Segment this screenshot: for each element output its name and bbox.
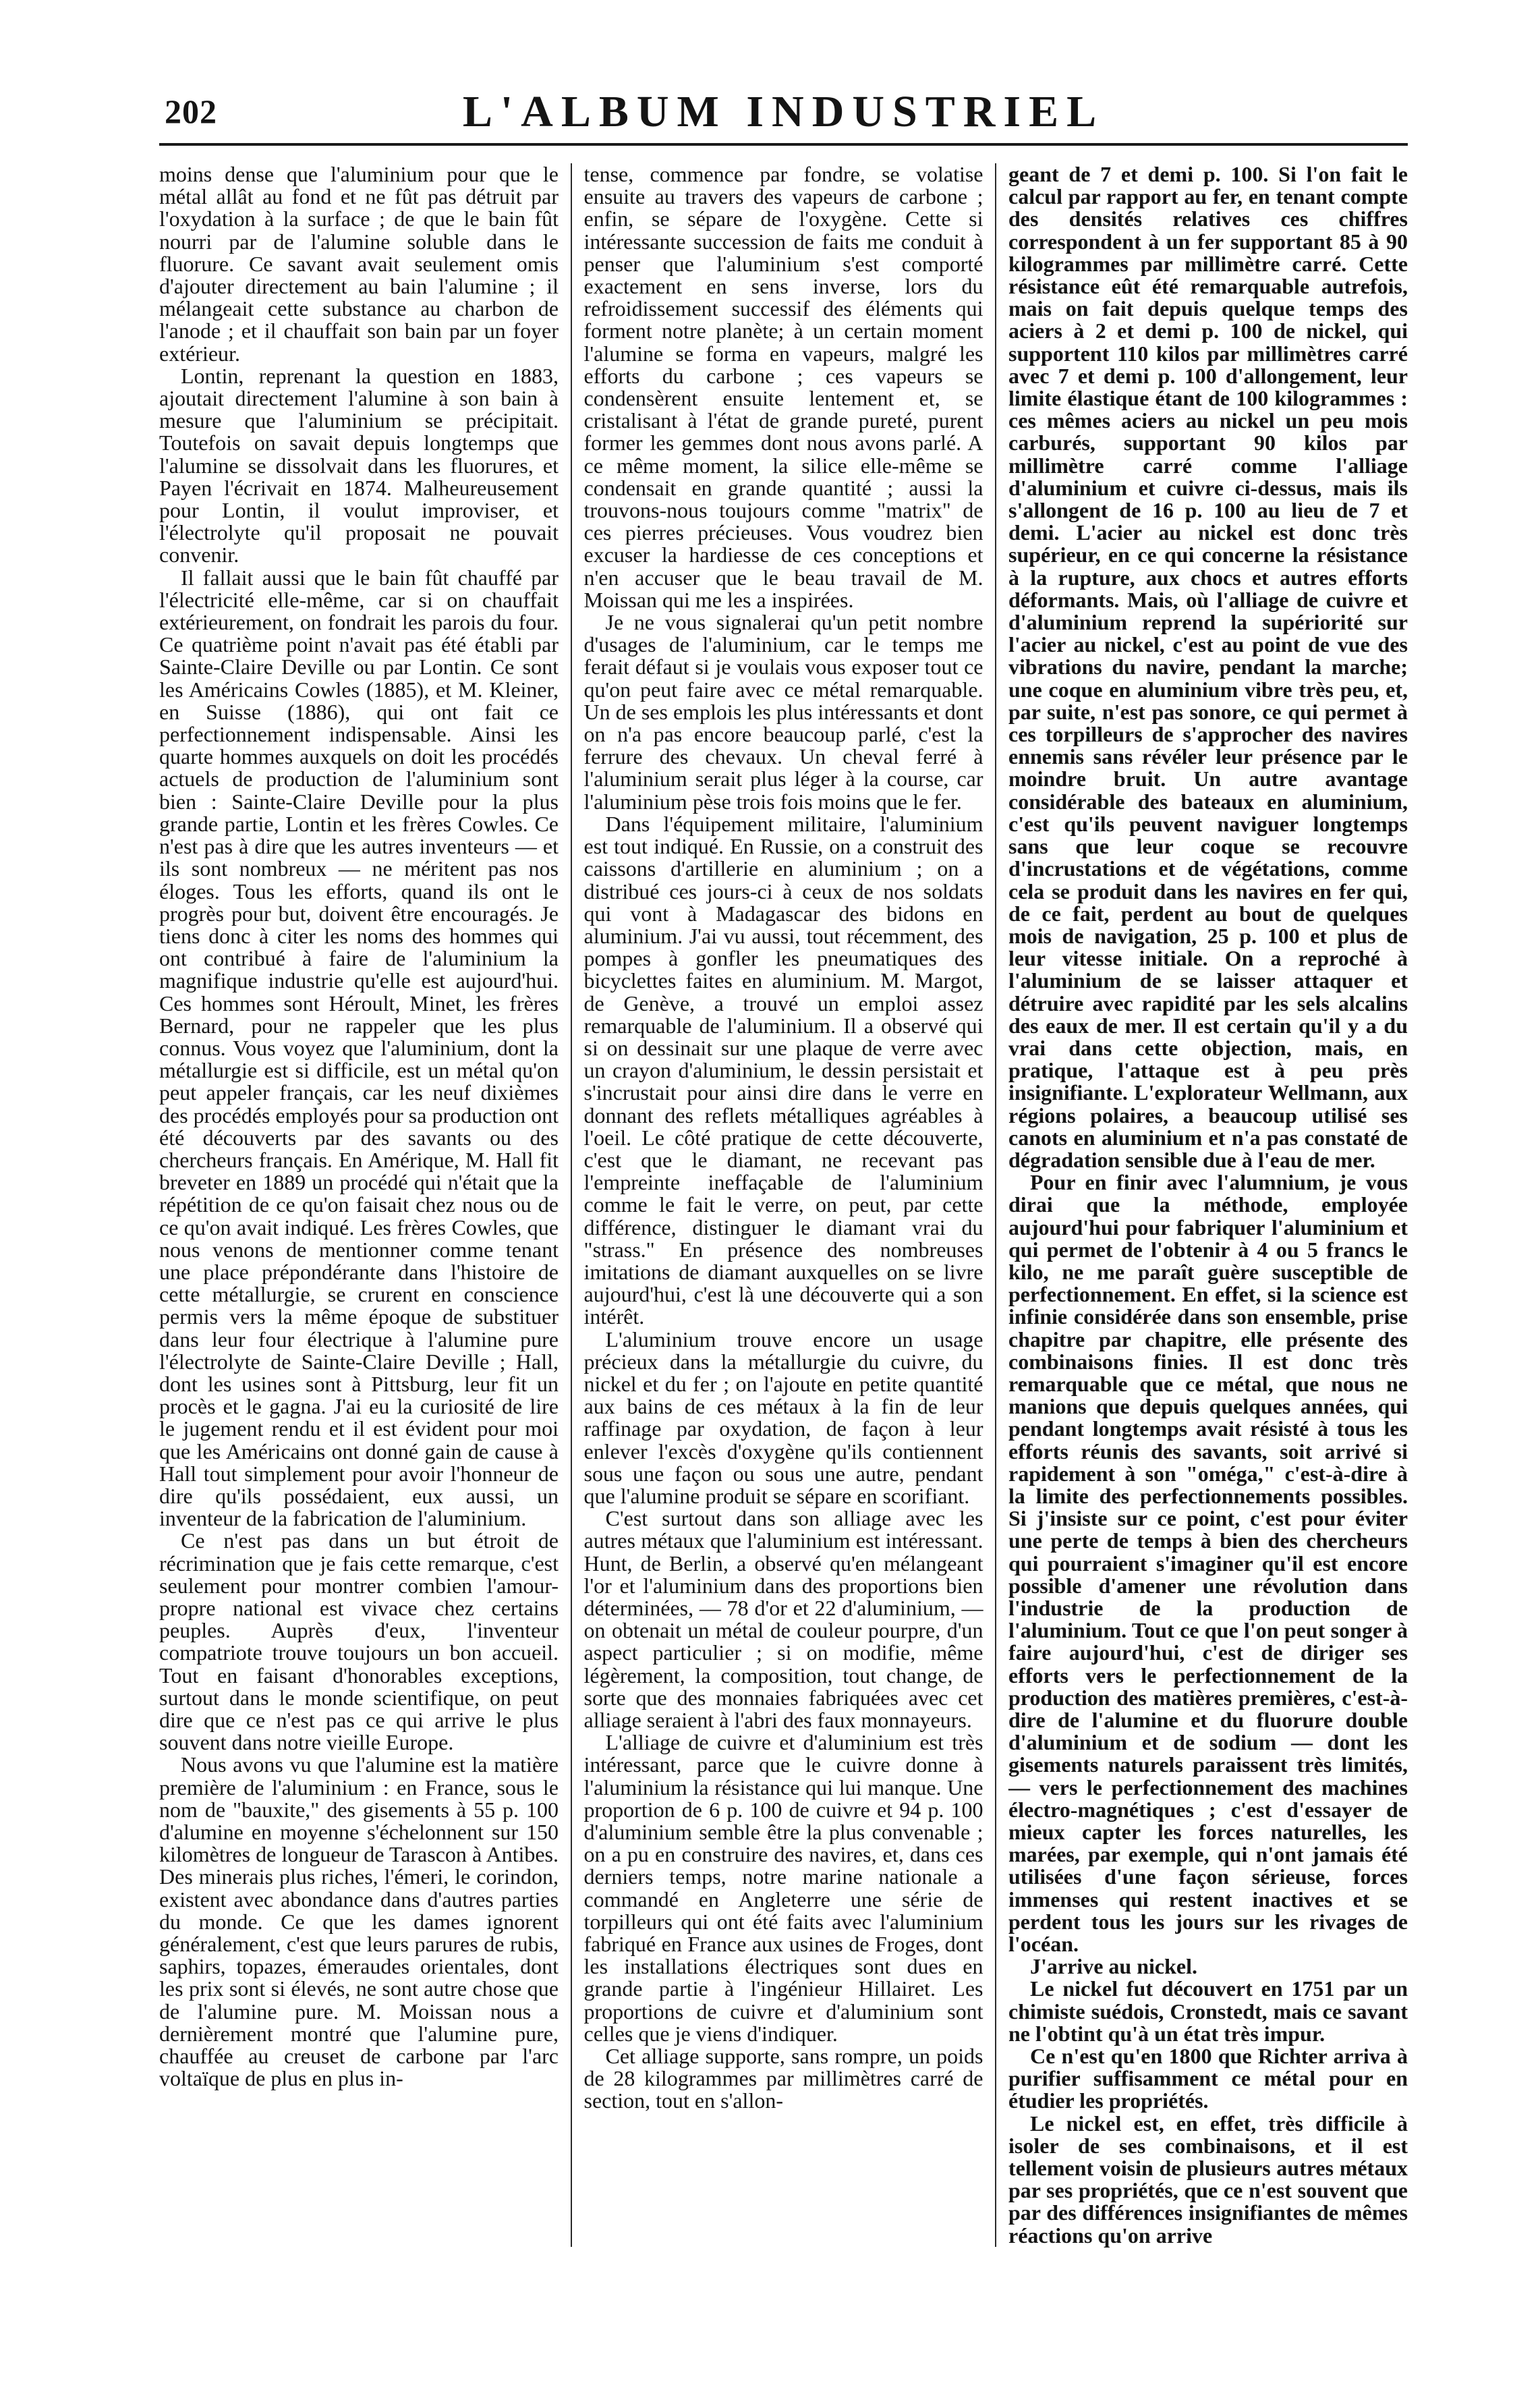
paragraph: Lontin, reprenant la question en 1883, ajoutait directement l'alumine à son bain à mesure que l'aluminium se précipitait. Toutefois on savait depuis longtemps que l'alumine se dissolvait dans les fluorures, et Payen l'écrivait en 1874. Malheureusement pour Lontin, il voulut improviser, et l'électrolyte qu'il proposait ne pouvait convenir. [159, 363, 559, 567]
paragraph: geant de 7 et demi p. 100. Si l'on fait le calcul par rapport au fer, en tenant compte des densités relatives ces chiffres correspondent à un fer supportant 85 à 90 kilogrammes par millimètre carré. Cette résistance eût été remarquable autrefois, mais on fait depuis quelque temps des aciers à 2 et demi p. 100 de nickel, qui supportent 110 kilos par millimètres carré avec 7 et demi p. 100 d'allongement, leur limite élastique étant de 100 kilogrammes : ces mêmes aciers au nickel un peu mois carburés, supportant 90 kilos par millimètre carré comme l'alliage d'aluminium et cuivre ci-dessus, mais ils s'allongent de 16 p. 100 au lieu de 7 et demi. L'acier au nickel est donc très supérieur, en ce qui concerne la résistance à la rupture, aux chocs et autres efforts déformants. Mais, où l'alliage de cuivre et d'aluminium reprend la supériorité sur l'acier au nickel, c'est au point de vue des vibrations du navire, pendant la marche; une coque en aluminium vibre très peu, et, par suite, n'est pas sonore, ce qui permet à ces torpilleurs de s'approcher des navires ennemis sans révéler leur présence par le moindre bruit. Un autre avantage considérable des bateaux en aluminium, c'est qu'ils peuvent naviguer longtemps sans que leur coque se recouvre d'incrustations et de végétations, comme cela se produit dans les navires en fer qui, de ce fait, perdent au bout de quelques mois de navigation, 25 p. 100 et plus de leur vitesse initiale. On a reproché à l'aluminium de se laisser attaquer et détruire avec rapidité par les sels alcalins des eaux de mer. Il est certain qu'il y a du vrai dans cette objection, mais, en pratique, l'attaque est à peu près insignifiante. L'explorateur Wellmann, aux régions polaires, a beaucoup utilisé ses canots en aluminium et n'a pas constaté de dégradation sensible due à l'eau de mer. [1008, 162, 1408, 1172]
page-header [159, 81, 1408, 146]
paragraph: Ce n'est qu'en 1800 que Richter arriva à purifier suffisamment ce métal pour en étudier les propriétés. [1008, 2044, 1408, 2113]
paragraph: Le nickel fut découvert en 1751 par un chimiste suédois, Cronstedt, mais ce savant ne l'obtint qu'à un état très impur. [1008, 1976, 1408, 2046]
column-rule [995, 163, 996, 2247]
paragraph: Cet alliage supporte, sans rompre, un poids de 28 kilogrammes par millimètres carré de section, tout en s'allon- [583, 2044, 983, 2113]
paragraph: Nous avons vu que l'alumine est la matière première de l'aluminium : en France, sous le nom de "bauxite," des gisements à 55 p. 100 d'alumine en moyenne s'échelonnent sur 150 kilomètres de longueur de Tarascon à Antibes. Des minerais plus riches, l'émeri, le corindon, existent avec abondance dans d'autres parties du monde. Ce que les dames ignorent généralement, c'est que leurs parures de rubis, saphirs, topazes, émeraudes orientales, dont les prix sont si élevés, ne sont autre chose que de l'alumine pure. M. Moissan nous a dernièrement montré que l'alumine pure, chauffée au creuset de carbone par l'arc voltaïque de plus en plus in- [159, 1752, 559, 2091]
paragraph: Je ne vous signalerai qu'un petit nombre d'usages de l'aluminium, car le temps me ferait défaut si je voulais vous exposer tout ce qu'on peut faire avec ce métal remarquable. Un de ses emplois les plus intéressants et dont on n'a pas encore beaucoup parlé, c'est la ferrure des chevaux. Un cheval ferré à l'aluminium serait plus léger à la course, car l'aluminium pèse trois fois moins que le fer. [583, 610, 983, 814]
article-columns [159, 163, 1408, 2247]
paragraph: Le nickel est, en effet, très difficile à isoler de ses combinaisons, et il est tellement voisin de plusieurs autres métaux par ses propriétés, que ce n'est souvent que par des différences insignifiantes de mêmes réactions qu'on arrive [1008, 2111, 1408, 2248]
paragraph: J'arrive au nickel. [1030, 1954, 1197, 1979]
column-2 [584, 163, 983, 2247]
paragraph: L'alliage de cuivre et d'aluminium est très intéressant, parce que le cuivre donne à l'aluminium la résistance qui lui manque. Une proportion de 6 p. 100 de cuivre et 94 p. 100 d'aluminium semble être la plus convenable ; on a pu en construire des navires, et, dans ces derniers temps, notre marine nationale a commandé en Angleterre une série de torpilleurs qui ont été faits avec l'aluminium fabriqué en France aux usines de Froges, dont les installations électriques sont dues en grande partie à l'ingénieur Hillairet. Les proportions de cuivre et d'aluminium sont celles que je viens d'indiquer. [583, 1730, 983, 2046]
paragraph: Ce n'est pas dans un but étroit de récrimination que je fais cette remarque, c'est seulement pour montrer combien l'amour-propre national est vivace chez certains peuples. Auprès d'eux, l'inventeur compatriote trouve toujours un bon accueil. Tout en faisant d'honorables exceptions, surtout dans le monde scientifique, on peut dire que ce n'est pas ce qui arrive le plus souvent dans notre vieille Europe. [159, 1528, 559, 1755]
paragraph: Pour en finir avec l'alumnium, je vous dirai que la méthode, employée aujourd'hui pour fabriquer l'aluminium et qui permet de l'obtenir à 4 ou 5 francs le kilo, ne me paraît guère susceptible de perfectionnement. En effet, si la science est infinie considérée dans son ensemble, prise chapitre par chapitre, elle présente des combinaisons finies. Il est donc très remarquable que ce métal, que nous ne manions que depuis quelques années, qui pendant longtemps avait résisté à tous les efforts réunis des savants, soit arrivé si rapidement à son "oméga," c'est-à-dire à la limite des perfectionnements possibles. Si j'insiste sur ce point, c'est pour éviter une perte de temps à bien des chercheurs qui pourraient s'imaginer qu'il est encore possible d'amener une révolution dans l'industrie de la production de l'aluminium. Tout ce que l'on peut songer à faire aujourd'hui, c'est de diriger ses efforts vers le perfectionnement de la production des matières premières, c'est-à-dire de l'alumine et du fluorure double d'aluminium et de sodium — dont les gisements naturels paraissent très limités, — vers le perfectionnement des machines électro-magnétiques ; c'est d'essayer de mieux capter les forces naturelles, les marées, par exemple, qui n'ont jamais été utilisées d'une façon sérieuse, forces immenses qui restent inactives et se perdent tous les jours sur les rivages de l'océan. [1008, 1170, 1408, 1957]
paragraph: tense, commence par fondre, se volatise ensuite au travers des vapeurs de carbone ; enfin, se sépare de l'oxygène. Cette si intéressante succession de faits me conduit à penser que l'aluminium s'est comporté exactement en sens inverse, lors du refroidissement successif des éléments qui forment notre planète; à un certain moment l'alumine se forma en vapeurs, malgré les efforts du carbone ; ces vapeurs se condensèrent ensuite lentement et, se cristalisant à l'état de grande pureté, purent former les gemmes dont nous avons parlé. A ce même moment, la silice elle-même se condensait en grande quantité ; aussi la trouvons-nous toujours comme "matrix" de ces pierres précieuses. Vous voudrez bien excuser la hardiesse de ces conceptions et n'en accuser que le beau travail de M. Moissan qui me les a inspirées. [583, 162, 983, 612]
column-1 [159, 163, 559, 2247]
journal-title: L'ALBUM INDUSTRIEL [462, 87, 1105, 136]
column-rule [571, 163, 572, 2247]
paragraph: Dans l'équipement militaire, l'aluminium est tout indiqué. En Russie, on a construit des caissons d'artillerie en aluminium ; on a distribué ces jours-ci à ceux de nos soldats qui vont à Madagascar des bidons en aluminium. J'ai vu aussi, tout récemment, des pompes à gonfler les pneumatiques des bicyclettes faites en aluminium. M. Margot, de Genève, a trouvé un emploi assez remarquable de l'aluminium. Il a observé qui si on dessinait sur une plaque de verre avec un crayon d'aluminium, le dessin persistait et s'incrustait pour ainsi dire dans le verre en donnant des reflets métalliques agréables à l'oeil. Le côté pratique de cette découverte, c'est que le diamant, ne recevant pas l'empreinte ineffaçable de l'aluminium comme le fait le verre, on peut, par cette différence, distinguer le diamant vrai du "strass." En présence des nombreuses imitations de diamant auxquelles on se livre aujourd'hui, c'est là une découverte qui a son intérêt. [583, 811, 983, 1329]
paragraph: C'est surtout dans son alliage avec les autres métaux que l'aluminium est intéressant. Hunt, de Berlin, a observé qu'en mélangeant l'or et l'aluminium dans des proportions bien déterminées, — 78 d'or et 22 d'aluminium, — on obtenait un métal de couleur pourpre, d'un aspect particulier ; si on modifie, même légèrement, la composition, tout change, de sorte que des monnaies fabriquées avec cet alliage seraient à l'abri des faux monnayeurs. [583, 1506, 983, 1733]
page-number: 202 [165, 92, 217, 130]
column-3 [1008, 163, 1408, 2247]
paragraph: L'aluminium trouve encore un usage précieux dans la métallurgie du cuivre, du nickel et du fer ; on l'ajoute en petite quantité aux bains de ces métaux à la fin de leur raffinage par oxydation, de façon à leur enlever l'excès d'oxygène qu'ils contiennent sous une façon ou sous une autre, pendant que l'alumine produit se sépare en scorifiant. [583, 1327, 983, 1508]
paragraph: moins dense que l'aluminium pour que le métal allât au fond et ne fût pas détruit par l'oxydation à la surface ; de que le bain fût nourri par de l'alumine soluble dans le fluorure. Ce savant avait seulement omis d'ajouter directement au bain l'alumine ; il mélangeait cette substance au charbon de l'anode ; et il chauffait son bain par un foyer extérieur. [159, 162, 559, 366]
paragraph: Il fallait aussi que le bain fût chauffé par l'électricité elle-même, car si on chauffait extérieurement, on fondrait les parois du four. Ce quatrième point n'avait pas été établi par Sainte-Claire Deville ou par Lontin. Ce sont les Américains Cowles (1885), et M. Kleiner, en Suisse (1886), qui ont fait ce perfectionnement indispensable. Ainsi les quarte hommes auxquels on doit les procédés actuels de production de l'aluminium sont bien : Sainte-Claire Deville pour la plus grande partie, Lontin et les frères Cowles. Ce n'est pas à dire que les autres inventeurs — et ils sont nombreux — ne méritent pas nos éloges. Tous les efforts, quand ils ont le progrès pour but, doivent être encouragés. Je tiens donc à citer les noms des hommes qui ont contribué à faire de l'aluminium la magnifique industrie qu'elle est aujourd'hui. Ces hommes sont Héroult, Minet, les frères Bernard, pour ne rappeler que les plus connus. Vous voyez que l'aluminium, dont la métallurgie est si difficile, est un métal qu'on peut appeler français, car les neuf dixièmes des procédés employés pour sa production ont été découverts par des savants ou des chercheurs français. En Amérique, M. Hall fit breveter en 1889 un procédé qui n'était que la répétition de ce qu'on faisait chez nous ou de ce qu'on avait indiqué. Les frères Cowles, que nous venons de mentionner comme tenant une place prépondérante dans l'histoire de cette métallurgie, se crurent en conscience permis vers la même époque de substituer dans leur four électrique à l'alumine pure l'électrolyte de Sainte-Claire Deville ; Hall, dont les usines sont à Pittsburg, leur fit un procès et le gagna. J'ai eu la curiosité de lire le jugement rendu et il est évident pour moi que les Américains ont donné gain de cause à Hall tout simplement pour avoir l'honneur de dire qu'ils possédaient, eux aussi, un inventeur de la fabrication de l'aluminium. [159, 565, 559, 1531]
